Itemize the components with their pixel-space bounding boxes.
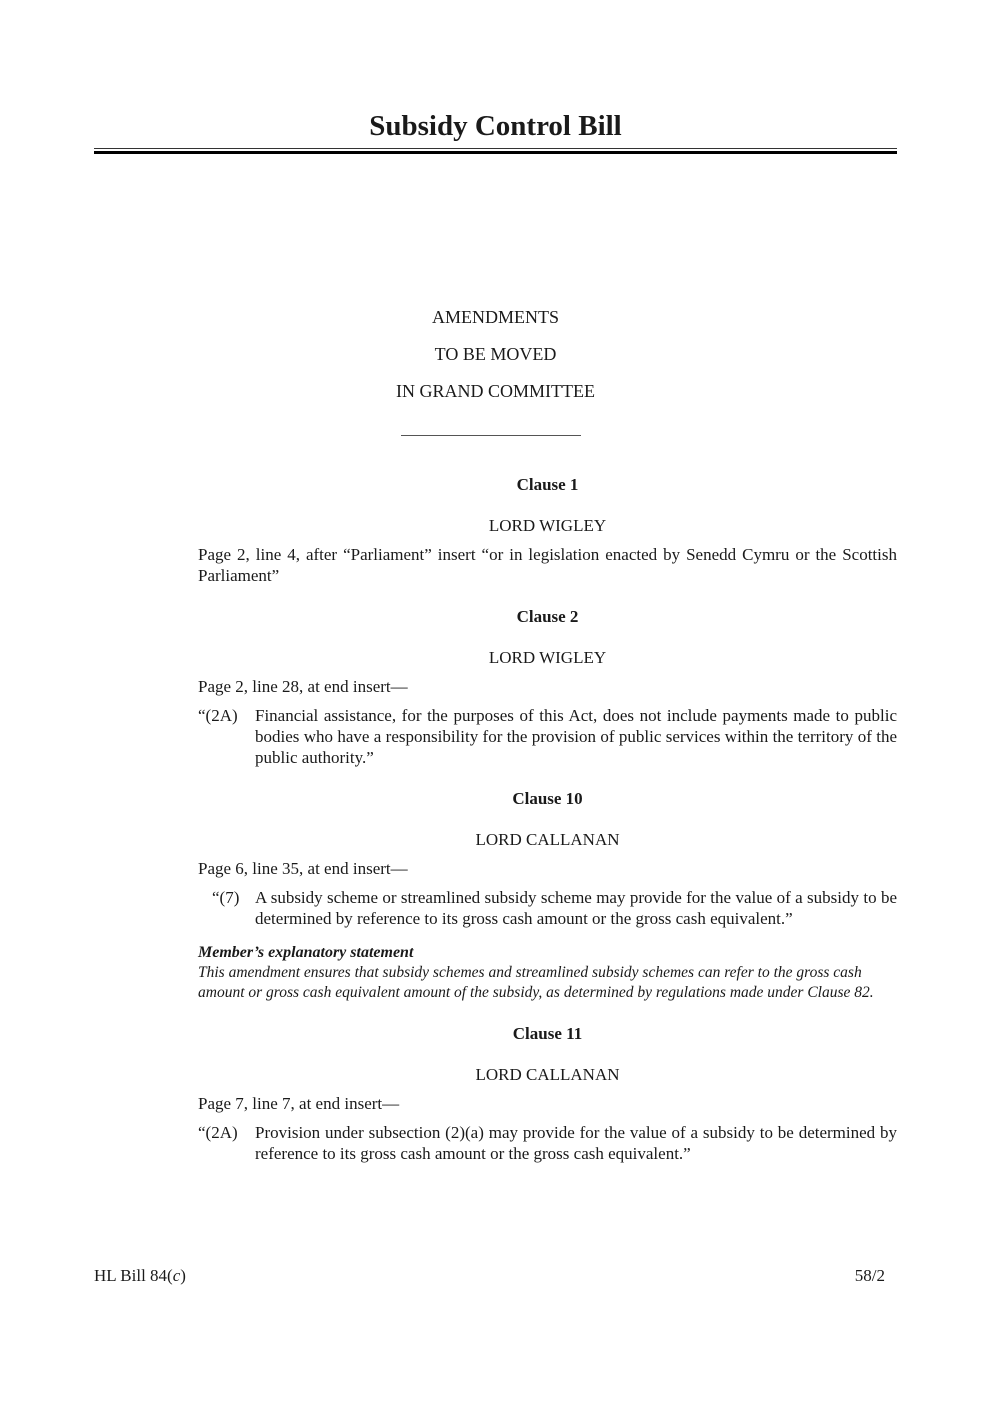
page-reference: 58/2 xyxy=(854,1266,885,1285)
subsection-number: “(7) xyxy=(212,888,240,907)
amendments-heading xyxy=(94,304,897,415)
subsection-text: Financial assistance, for the purposes of this Act, does not include payments made to public bodies who have a responsibility for the provision of public services within the territory of the public authority.” xyxy=(255,706,897,767)
clause-heading: Clause 2 xyxy=(516,607,579,626)
clause-heading: Clause 10 xyxy=(512,789,583,808)
subsection-text: A subsidy scheme or streamlined subsidy scheme may provide for the value of a subsidy to be determined by reference to its gross cash amount or the gross cash equivalent.” xyxy=(255,888,897,928)
heading-line: IN GRAND COMMITTEE xyxy=(396,381,595,401)
amendments-list xyxy=(198,474,897,1184)
heading-line: AMENDMENTS xyxy=(431,307,559,327)
member-name: LORD CALLANAN xyxy=(475,1065,620,1084)
member-name: LORD WIGLEY xyxy=(488,648,607,667)
bill-title: Subsidy Control Bill xyxy=(369,110,622,142)
title-rule-thin xyxy=(94,148,897,149)
bill-ref-letter: c xyxy=(172,1266,181,1285)
heading-divider xyxy=(401,435,581,436)
amendment-instruction: Page 7, line 7, at end insert— xyxy=(198,1094,400,1113)
bill-ref-prefix: HL Bill 84( xyxy=(94,1266,173,1285)
explanatory-statement-title: Member’s explanatory statement xyxy=(198,944,414,961)
amendment-instruction: Page 6, line 35, at end insert— xyxy=(198,859,408,878)
bill-reference xyxy=(94,1266,186,1286)
title-rule-thick xyxy=(94,151,897,154)
inserted-text xyxy=(198,705,897,768)
clause-heading: Clause 11 xyxy=(512,1024,583,1043)
heading-line: TO BE MOVED xyxy=(434,344,557,364)
subsection-number: “(2A) xyxy=(198,706,238,725)
explanatory-statement-text: This amendment ensures that subsidy schemes and streamlined subsidy schemes can refer to the gross cash amount or gross cash equivalent amount of the subsidy, as determined by regulations made under Clause 82. xyxy=(198,964,874,1001)
subsection-text: Provision under subsection (2)(a) may provide for the value of a subsidy to be determined by reference to its gross cash amount or the gross cash equivalent.” xyxy=(255,1123,897,1163)
bill-ref-suffix: ) xyxy=(180,1266,186,1285)
member-name: LORD CALLANAN xyxy=(475,830,620,849)
amendment-instruction: Page 2, line 4, after “Parliament” insert “or in legislation enacted by Senedd Cymru or the Scottish Parliament” xyxy=(198,545,897,585)
inserted-text xyxy=(198,887,897,929)
clause-heading: Clause 1 xyxy=(516,475,579,494)
member-name: LORD WIGLEY xyxy=(488,516,607,535)
inserted-text xyxy=(198,1122,897,1164)
subsection-number: “(2A) xyxy=(198,1123,238,1142)
amendment-instruction: Page 2, line 28, at end insert— xyxy=(198,677,408,696)
